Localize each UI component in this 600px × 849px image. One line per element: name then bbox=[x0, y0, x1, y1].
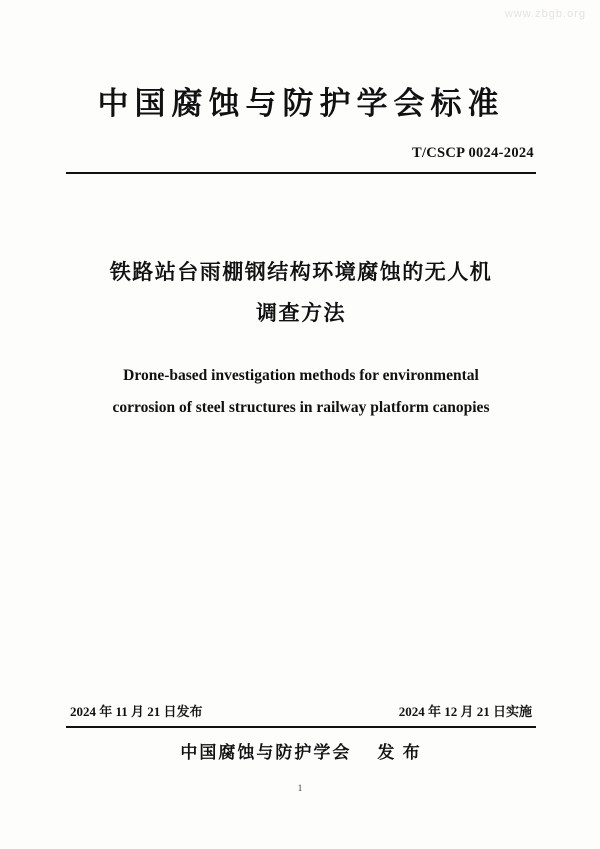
header-divider bbox=[66, 172, 536, 174]
watermark-text: www.zbgb.org bbox=[504, 8, 586, 20]
document-title-cn bbox=[66, 252, 536, 334]
effective-date: 2024 年 12 月 21 日实施 bbox=[398, 704, 532, 719]
cover-footer bbox=[66, 701, 536, 763]
document-title-cn-line2: 调查方法 bbox=[256, 300, 346, 325]
footer-divider bbox=[66, 726, 536, 728]
issuer-line bbox=[66, 738, 536, 763]
date-row bbox=[66, 701, 536, 726]
document-title-cn-line1: 铁路站台雨棚钢结构环境腐蚀的无人机 bbox=[109, 260, 493, 284]
issue-date: 2024 年 11 月 21 日发布 bbox=[70, 704, 203, 719]
document-title-en-line2: corrosion of steel structures in railway platform canopies bbox=[112, 399, 490, 417]
cover-content bbox=[66, 0, 536, 849]
issuer-name: 中国腐蚀与防护学会 bbox=[180, 743, 352, 762]
document-title-en bbox=[66, 360, 536, 425]
issuer-action: 发 布 bbox=[377, 743, 422, 762]
document-title-en-line1: Drone-based investigation methods for environmental bbox=[123, 366, 479, 384]
page-number: 1 bbox=[297, 783, 303, 793]
standard-org-title: 中国腐蚀与防护学会标准 bbox=[97, 86, 505, 121]
standard-code: T/CSCP 0024-2024 bbox=[411, 145, 534, 161]
